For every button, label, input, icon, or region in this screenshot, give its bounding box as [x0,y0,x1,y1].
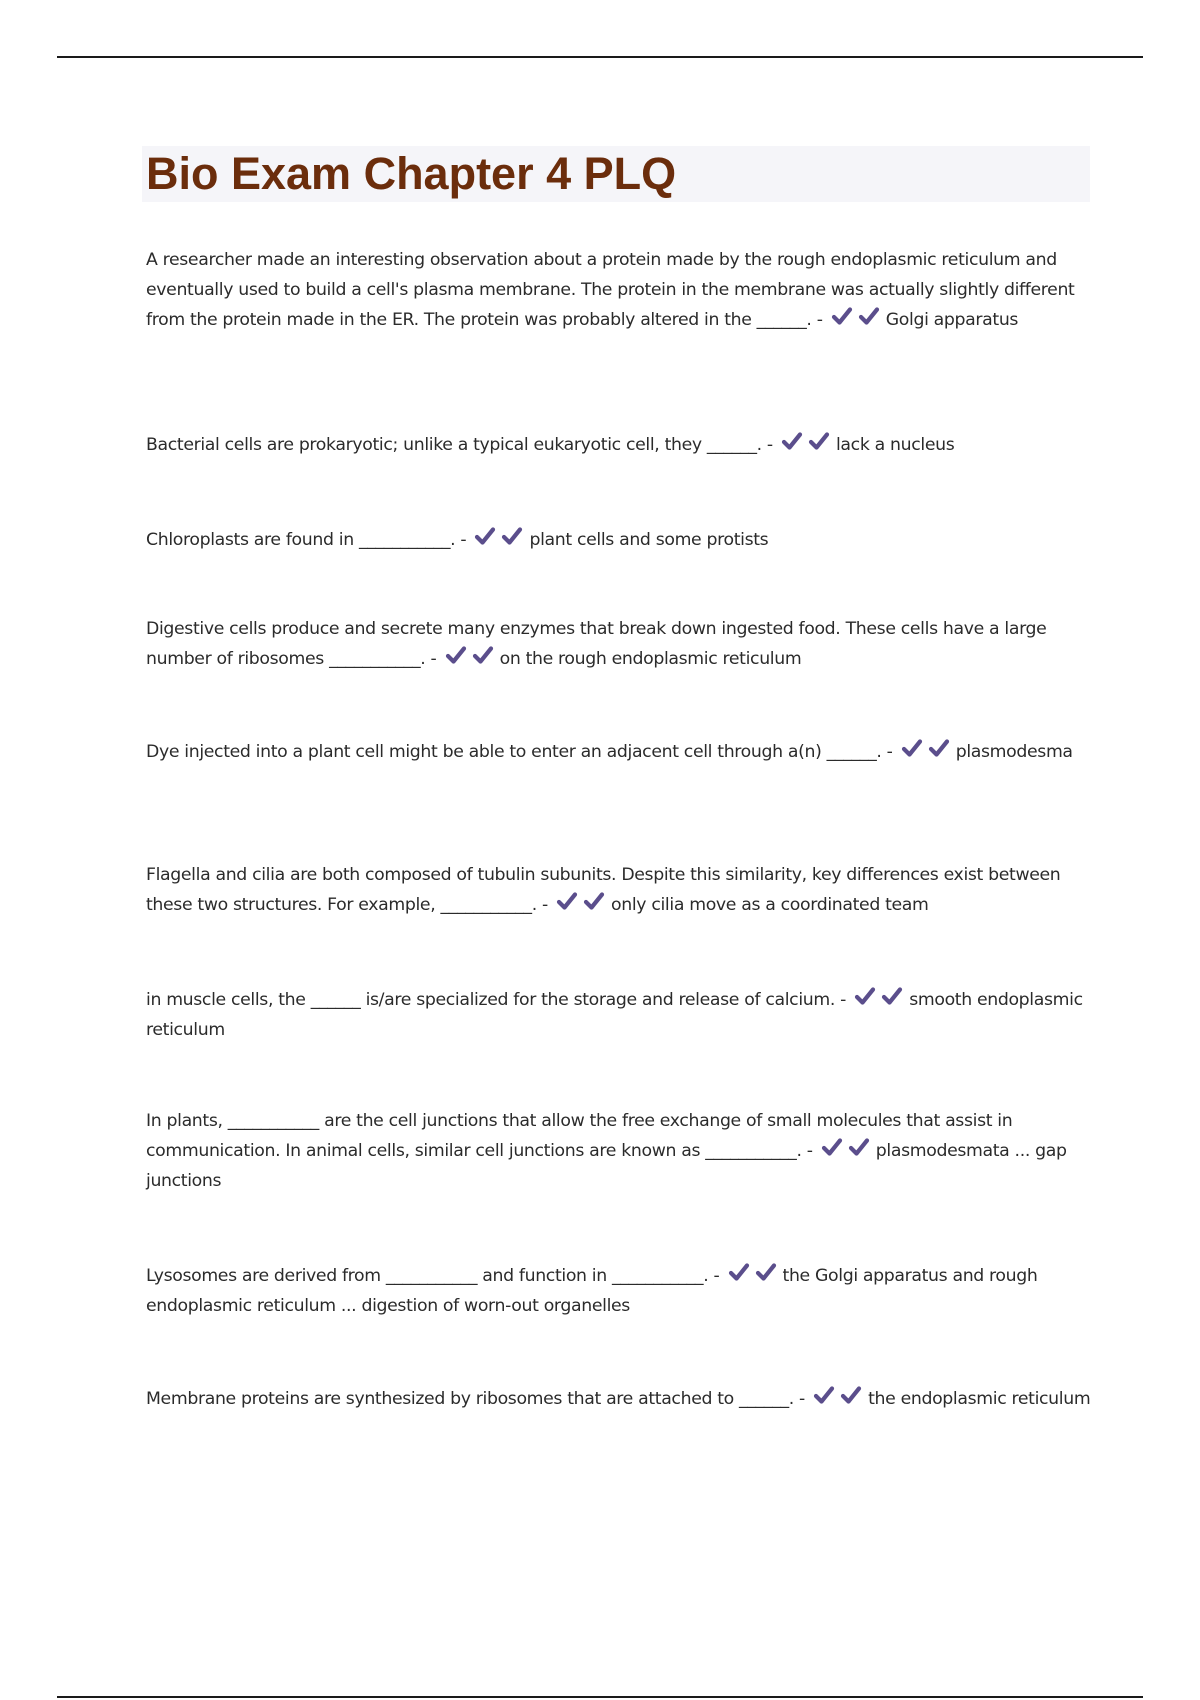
answer-text: plasmodesmata ... gap junctions [146,1141,1067,1191]
qa-item [146,614,1094,674]
question-text: In plants, ___________ are the cell junctions that allow the free exchange of small molecules that assist in communication. In animal cells, similar cell junctions are known as ___________. - [146,1111,1013,1161]
document-title: Bio Exam Chapter 4 PLQ [146,148,677,199]
question-text: Dye injected into a plant cell might be able to enter an adjacent cell through a(n) ______. - [146,742,893,762]
qa-item [146,1106,1094,1196]
answer-text: the Golgi apparatus and rough endoplasmic reticulum ... digestion of worn-out organelles [146,1266,1038,1316]
double-check-icon [445,645,497,667]
answer-text: plant cells and some protists [529,530,769,550]
double-check-icon [901,738,953,760]
qa-item [146,525,1094,555]
answer-text: smooth endoplasmic reticulum [146,990,1083,1040]
question-text: Lysosomes are derived from ___________ and function in ___________. - [146,1266,720,1286]
question-text: A researcher made an interesting observation about a protein made by the rough endoplasmic reticulum and eventually used to build a cell's plasma membrane. The protein in the membrane was actually slightly different from the protein made in the ER. The protein was probably altered in the ______. - [146,250,1075,330]
qa-item [146,985,1094,1045]
double-check-icon [813,1385,865,1407]
double-check-icon [556,891,608,913]
question-text: Chloroplasts are found in ___________. - [146,530,467,550]
answer-text: on the rough endoplasmic reticulum [499,649,802,669]
qa-item [146,737,1094,767]
answer-text: plasmodesma [955,742,1073,762]
double-check-icon [474,526,526,548]
qa-item [146,860,1094,920]
question-text: Bacterial cells are prokaryotic; unlike a typical eukaryotic cell, they ______. - [146,435,773,455]
double-check-icon [728,1262,780,1284]
answer-text: the endoplasmic reticulum [868,1389,1091,1409]
answer-text: lack a nucleus [835,435,955,455]
qa-item [146,1261,1094,1321]
double-check-icon [781,431,833,453]
question-text: Flagella and cilia are both composed of tubulin subunits. Despite this similarity, key differences exist between these two structures. For example, ___________. - [146,865,1061,915]
footer-rule [57,1696,1143,1698]
answer-text: only cilia move as a coordinated team [611,895,929,915]
answer-text: Golgi apparatus [885,310,1019,330]
question-text: in muscle cells, the ______ is/are specialized for the storage and release of calcium. - [146,990,847,1010]
question-text: Digestive cells produce and secrete many enzymes that break down ingested food. These cells have a large number of ribosomes ___________. - [146,619,1047,669]
header-rule [57,56,1143,58]
double-check-icon [821,1137,873,1159]
qa-item [146,430,1094,460]
double-check-icon [831,306,883,328]
qa-item [146,1384,1094,1414]
double-check-icon [854,986,906,1008]
question-text: Membrane proteins are synthesized by ribosomes that are attached to ______. - [146,1389,805,1409]
qa-item [146,245,1094,335]
